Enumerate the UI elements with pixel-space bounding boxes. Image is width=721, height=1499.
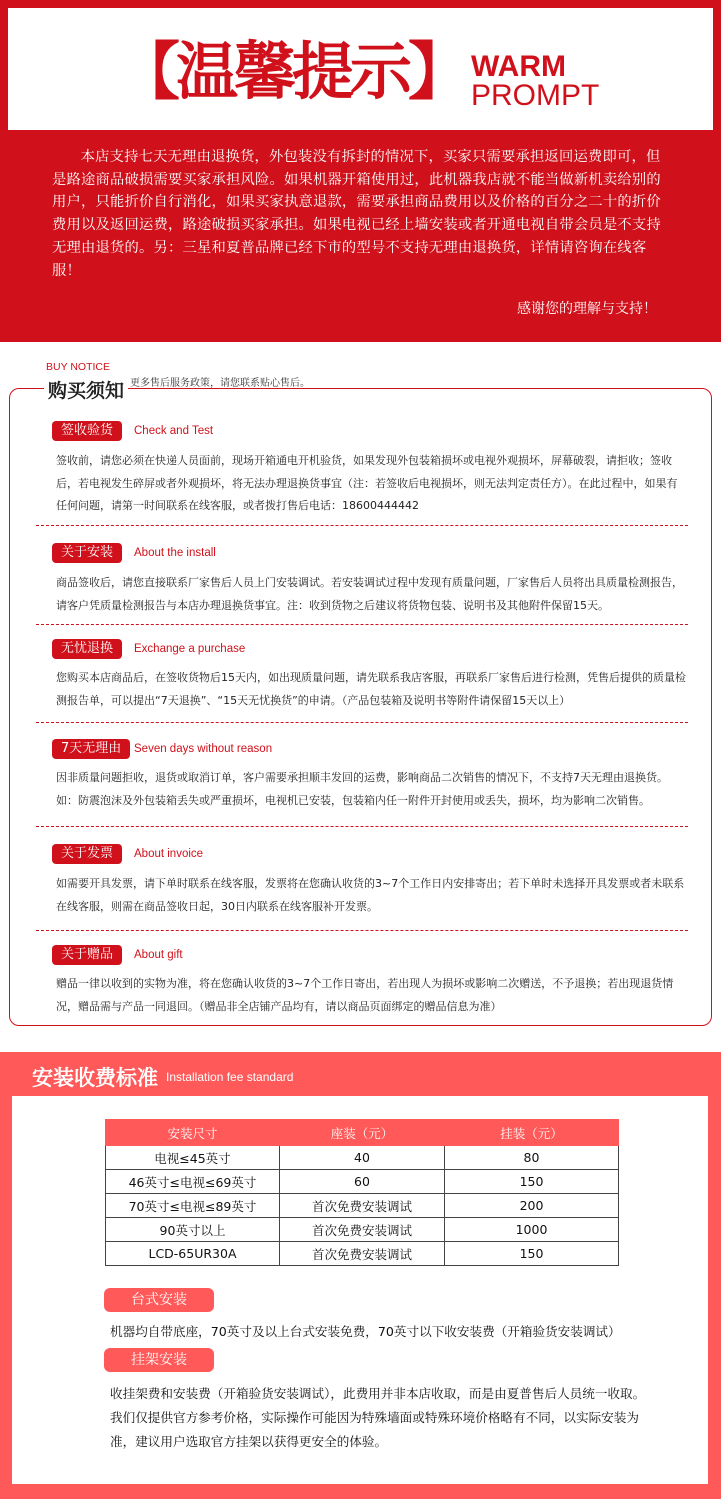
table-cell: 首次免费安装调试 [280, 1242, 445, 1266]
buy-notice-title: 购买须知 [44, 376, 128, 403]
table-header-cell: 安装尺寸 [106, 1120, 280, 1146]
notice-tag-en: About gift [134, 949, 183, 961]
table-row [106, 1242, 619, 1266]
table-cell: LCD-65UR30A [106, 1242, 280, 1266]
warm-prompt-title-en [471, 52, 599, 110]
warm-prompt-header [8, 8, 713, 130]
table-cell: 200 [445, 1194, 619, 1218]
notice-text: 赠品一律以收到的实物为准，将在您确认收货的3~7个工作日寄出，若出现人为损坏或影响二次赠送，不予退换；若出现退货情况，赠品需与产品一同退回。（赠品非全店铺产品均有，请以商品页面绑定的赠品信息为准） [56, 977, 674, 1013]
buy-notice-subtitle: 更多售后服务政策，请您联系贴心售后。 [130, 378, 310, 389]
table-row [106, 1170, 619, 1194]
table-header-row [106, 1120, 619, 1146]
divider [36, 826, 688, 827]
table-cell: 80 [445, 1146, 619, 1170]
warm-prompt-title: 【温馨提示】 [118, 35, 467, 108]
warm-prompt-body: 本店支持七天无理由退换货，外包装没有拆封的情况下，买家只需要承担返回运费即可，但是路途商品破损需要买家承担风险。如果机器开箱使用过，此机器我店就不能当做新机卖给别的用户，只能折价自行消化，如果买家执意退款，需要承担商品费用以及价格的百分之二十的折价费用以及返回运费，路途破损买家承担。如果电视已经上墙安装或者开通电视自带会员是不支持无理由退货的。另：三星和夏普品牌已经下市的型号不支持无理由退换货，详情请咨询在线客服！ [52, 149, 661, 279]
table-cell: 1000 [445, 1218, 619, 1242]
table-header-cell: 座装（元） [280, 1120, 445, 1146]
notice-tag-en: Seven days without reason [134, 743, 273, 755]
notice-tag: 无忧退换 [52, 639, 122, 659]
notice-text: 签收前，请您必须在快递人员面前，现场开箱通电开机验货，如果发现外包装箱损坏或电视外观损坏，屏幕破裂，请拒收；签收后，若电视发生碎屏或者外观损坏，将无法办理退换货事宜（注：若签收后电视损坏，则无法判定责任方）。在此过程中，如果有任何问题，请第一时间联系在线客服，或者拨打售后电话：18600444442 [56, 454, 678, 512]
buy-notice-label-en: BUY NOTICE [46, 361, 110, 373]
table-cell: 电视≤45英寸 [106, 1146, 280, 1170]
wall-install-text: 收挂架费和安装费（开箱验货安装调试），此费用并非本店收取，而是由夏普售后人员统一收取。我们仅提供官方参考价格，实际操作可能因为特殊墙面或特殊环境价格略有不同，以实际安装为准，建议用户选取官方挂架以获得更安全的体验。 [110, 1386, 646, 1449]
notice-tag: 关于发票 [52, 844, 122, 864]
notice-tag: 关于安装 [52, 543, 122, 563]
table-cell: 60 [280, 1170, 445, 1194]
table-header-cell: 挂装（元） [445, 1120, 619, 1146]
wall-install-tag: 挂架安装 [104, 1348, 214, 1372]
notice-text: 如需要开具发票，请下单时联系在线客服，发票将在您确认收货的3~7个工作日内安排寄出；若下单时未选择开具发票或者未联系在线客服，则需在商品签收日起，30日内联系在线客服补开发票。 [56, 877, 685, 913]
table-cell: 150 [445, 1170, 619, 1194]
divider [36, 624, 688, 625]
warm-prompt-title-en-line2: PROMPT [471, 79, 600, 112]
notice-tag-en: About the install [134, 547, 216, 559]
table-cell: 150 [445, 1242, 619, 1266]
install-fee-panel [12, 1096, 708, 1484]
warm-prompt-banner [0, 0, 721, 342]
notice-text: 因非质量问题拒收，退货或取消订单，客户需要承担顺丰发回的运费，影响商品二次销售的情况下，不支持7天无理由退换货。如：防震泡沫及外包装箱丢失或严重损坏，电视机已安装，包装箱内任一附件开封使用或丢失，损坏，均为影响二次销售。 [56, 771, 668, 807]
notice-tag: 关于赠品 [52, 945, 122, 965]
install-fee-title-en: Installation fee standard [166, 1070, 294, 1084]
table-cell: 首次免费安装调试 [280, 1194, 445, 1218]
notice-tag-en: Exchange a purchase [134, 643, 246, 655]
warm-prompt-thanks: 感谢您的理解与支持！ [517, 301, 657, 317]
divider [36, 930, 688, 931]
install-fee-table [105, 1119, 619, 1266]
notice-tag: 7天无理由 [52, 739, 130, 759]
install-fee-title: 安装收费标准 [32, 1066, 158, 1090]
notice-tag: 签收验货 [52, 421, 122, 441]
table-cell: 40 [280, 1146, 445, 1170]
warm-prompt-title-en-line1: WARM [471, 50, 566, 83]
table-cell: 首次免费安装调试 [280, 1218, 445, 1242]
desk-install-text: 机器均自带底座，70英寸及以上台式安装免费，70英寸以下收安装费（开箱验货安装调试） [110, 1324, 621, 1339]
desk-install-tag: 台式安装 [104, 1288, 214, 1312]
notice-text: 商品签收后，请您直接联系厂家售后人员上门安装调试。若安装调试过程中发现有质量问题，厂家售后人员将出具质量检测报告，请客户凭质量检测报告与本店办理退换货事宜。注：收到货物之后建议将货物包装、说明书及其他附件保留15天。 [56, 576, 683, 612]
table-row [106, 1194, 619, 1218]
notice-text: 您购买本店商品后，在签收货物后15天内，如出现质量问题，请先联系我店客服，再联系厂家售后进行检测，凭售后提供的质量检测报告单，可以提出“7天退换”、“15天无忧换货”的申请。（产品包装箱及说明书等附件请保留15天以上） [56, 671, 686, 707]
install-fee-section [0, 1052, 721, 1499]
table-cell: 90英寸以上 [106, 1218, 280, 1242]
table-row [106, 1146, 619, 1170]
notice-tag-en: Check and Test [134, 425, 214, 437]
table-cell: 46英寸≤电视≤69英寸 [106, 1170, 280, 1194]
table-row [106, 1218, 619, 1242]
table-cell: 70英寸≤电视≤89英寸 [106, 1194, 280, 1218]
notice-tag-en: About invoice [134, 848, 204, 860]
divider [36, 525, 688, 526]
divider [36, 722, 688, 723]
